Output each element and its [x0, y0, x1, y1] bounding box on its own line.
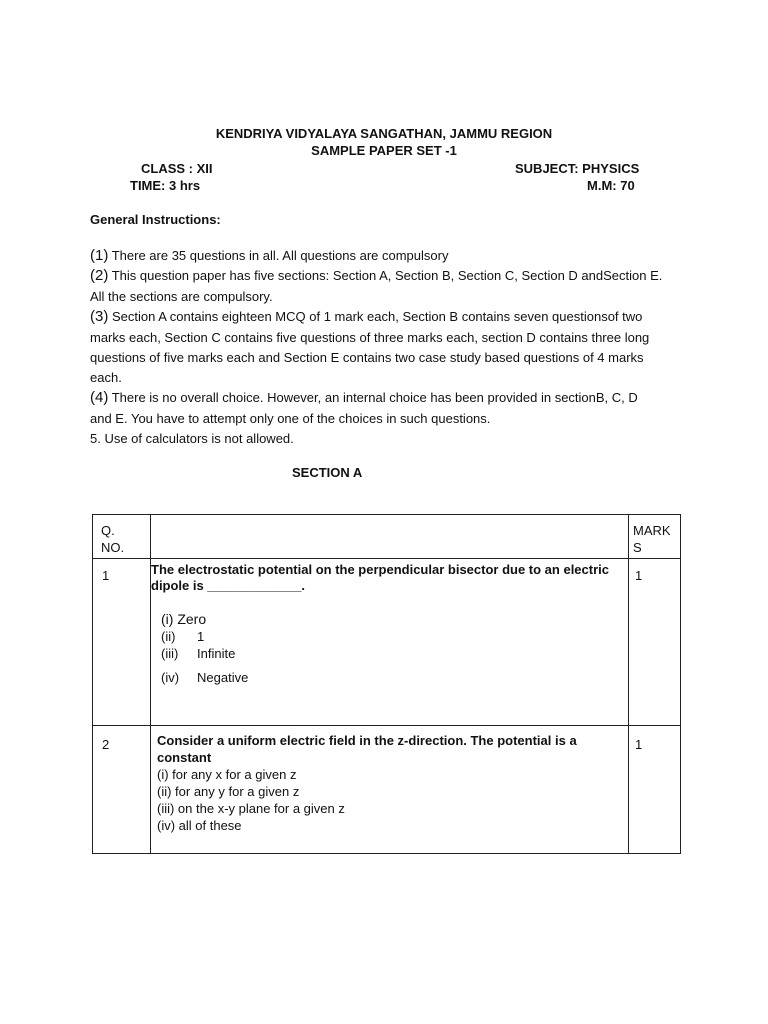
- table-row: [93, 726, 681, 854]
- paper-title: SAMPLE PAPER SET -1: [311, 143, 457, 158]
- section-title: SECTION A: [292, 465, 363, 480]
- instructions-title: General Instructions:: [90, 212, 221, 227]
- option-1: (i) Zero: [161, 611, 207, 627]
- question-number: 1: [93, 559, 151, 726]
- instruction-text: There are 35 questions in all. All questions are compulsory: [108, 248, 449, 263]
- instruction-text: Section A contains eighteen MCQ of 1 mark each, Section B contains seven questionsof two: [108, 309, 643, 324]
- max-marks-label: M.M: 70: [587, 178, 635, 193]
- option-value: Infinite: [197, 646, 236, 661]
- question-marks: 1: [629, 726, 681, 854]
- qno-header-line2: NO.: [101, 540, 125, 555]
- instruction-line: [90, 369, 122, 386]
- option-2: (ii) for any y for a given z: [157, 784, 300, 799]
- instruction-line: [90, 349, 644, 366]
- question-cell: [151, 726, 629, 854]
- option-3: (iii) on the x-y plane for a given z: [157, 801, 345, 816]
- instruction-text: There is no overall choice. However, an internal choice has been provided in sectionB, C, D: [108, 390, 638, 405]
- organization-title: KENDRIYA VIDYALAYA SANGATHAN, JAMMU REGION: [215, 126, 553, 141]
- instruction-number: (2): [90, 267, 109, 284]
- instruction-line: [90, 267, 662, 284]
- option-2: [161, 628, 624, 645]
- option-value: 1: [197, 629, 205, 644]
- option-label: (iv): [161, 670, 180, 685]
- time-label: TIME: 3 hrs: [130, 178, 201, 193]
- table-row: [93, 559, 681, 726]
- question-text: [151, 562, 624, 594]
- questions-table: [92, 514, 681, 854]
- instruction-line: [90, 430, 294, 447]
- option-4: [161, 669, 624, 686]
- instruction-text: questions of five marks each and Section E contains two case study based questions of 4 marks: [90, 350, 644, 365]
- options-list: [161, 611, 624, 686]
- qno-header-cell: [93, 515, 151, 559]
- instruction-text: All the sections are compulsory.: [90, 289, 273, 304]
- option-label: (iii): [161, 646, 179, 661]
- instruction-line: [90, 389, 638, 406]
- question-text-line1: Consider a uniform electric field in the z-direction. The potential is a: [157, 733, 577, 748]
- instruction-line: [90, 329, 649, 346]
- instruction-text: 5. Use of calculators is not allowed.: [90, 431, 294, 446]
- options-list: [157, 766, 624, 834]
- class-label: CLASS : XII: [141, 161, 213, 176]
- instruction-text: and E. You have to attempt only one of the choices in such questions.: [90, 411, 491, 426]
- question-text-line2: dipole is _____________.: [151, 578, 305, 593]
- question-text-line2: constant: [157, 750, 212, 765]
- question-cell: [151, 559, 629, 726]
- instruction-line: [90, 288, 273, 305]
- subject-label: SUBJECT: PHYSICS: [515, 161, 640, 176]
- question-marks: 1: [629, 559, 681, 726]
- option-label: (ii): [161, 629, 176, 644]
- instruction-line: [90, 410, 490, 427]
- instruction-number: (1): [90, 247, 109, 264]
- marks-header-cell: [629, 515, 681, 559]
- instruction-number: (3): [90, 308, 109, 325]
- instruction-line: [90, 247, 448, 264]
- marks-header-line2: S: [633, 540, 642, 555]
- option-1: (i) for any x for a given z: [157, 767, 297, 782]
- marks-header-line1: MARK: [633, 523, 671, 538]
- instruction-number: (4): [90, 389, 109, 406]
- option-4: (iv) all of these: [157, 818, 242, 833]
- question-number: 2: [93, 726, 151, 854]
- instruction-text: marks each, Section C contains five questions of three marks each, section D contains three long: [90, 330, 650, 345]
- instruction-text: each.: [90, 370, 122, 385]
- instruction-text: This question paper has five sections: Section A, Section B, Section C, Section D andSection E.: [108, 268, 663, 283]
- qno-header-line1: Q.: [101, 523, 115, 538]
- question-text-line1: The electrostatic potential on the perpendicular bisector due to an electric: [151, 562, 609, 577]
- instruction-line: [90, 308, 642, 325]
- table-header-row: [93, 515, 681, 559]
- question-text: [157, 732, 624, 766]
- option-value: Negative: [197, 670, 249, 685]
- option-3: [161, 645, 624, 662]
- question-header-cell: [151, 515, 629, 559]
